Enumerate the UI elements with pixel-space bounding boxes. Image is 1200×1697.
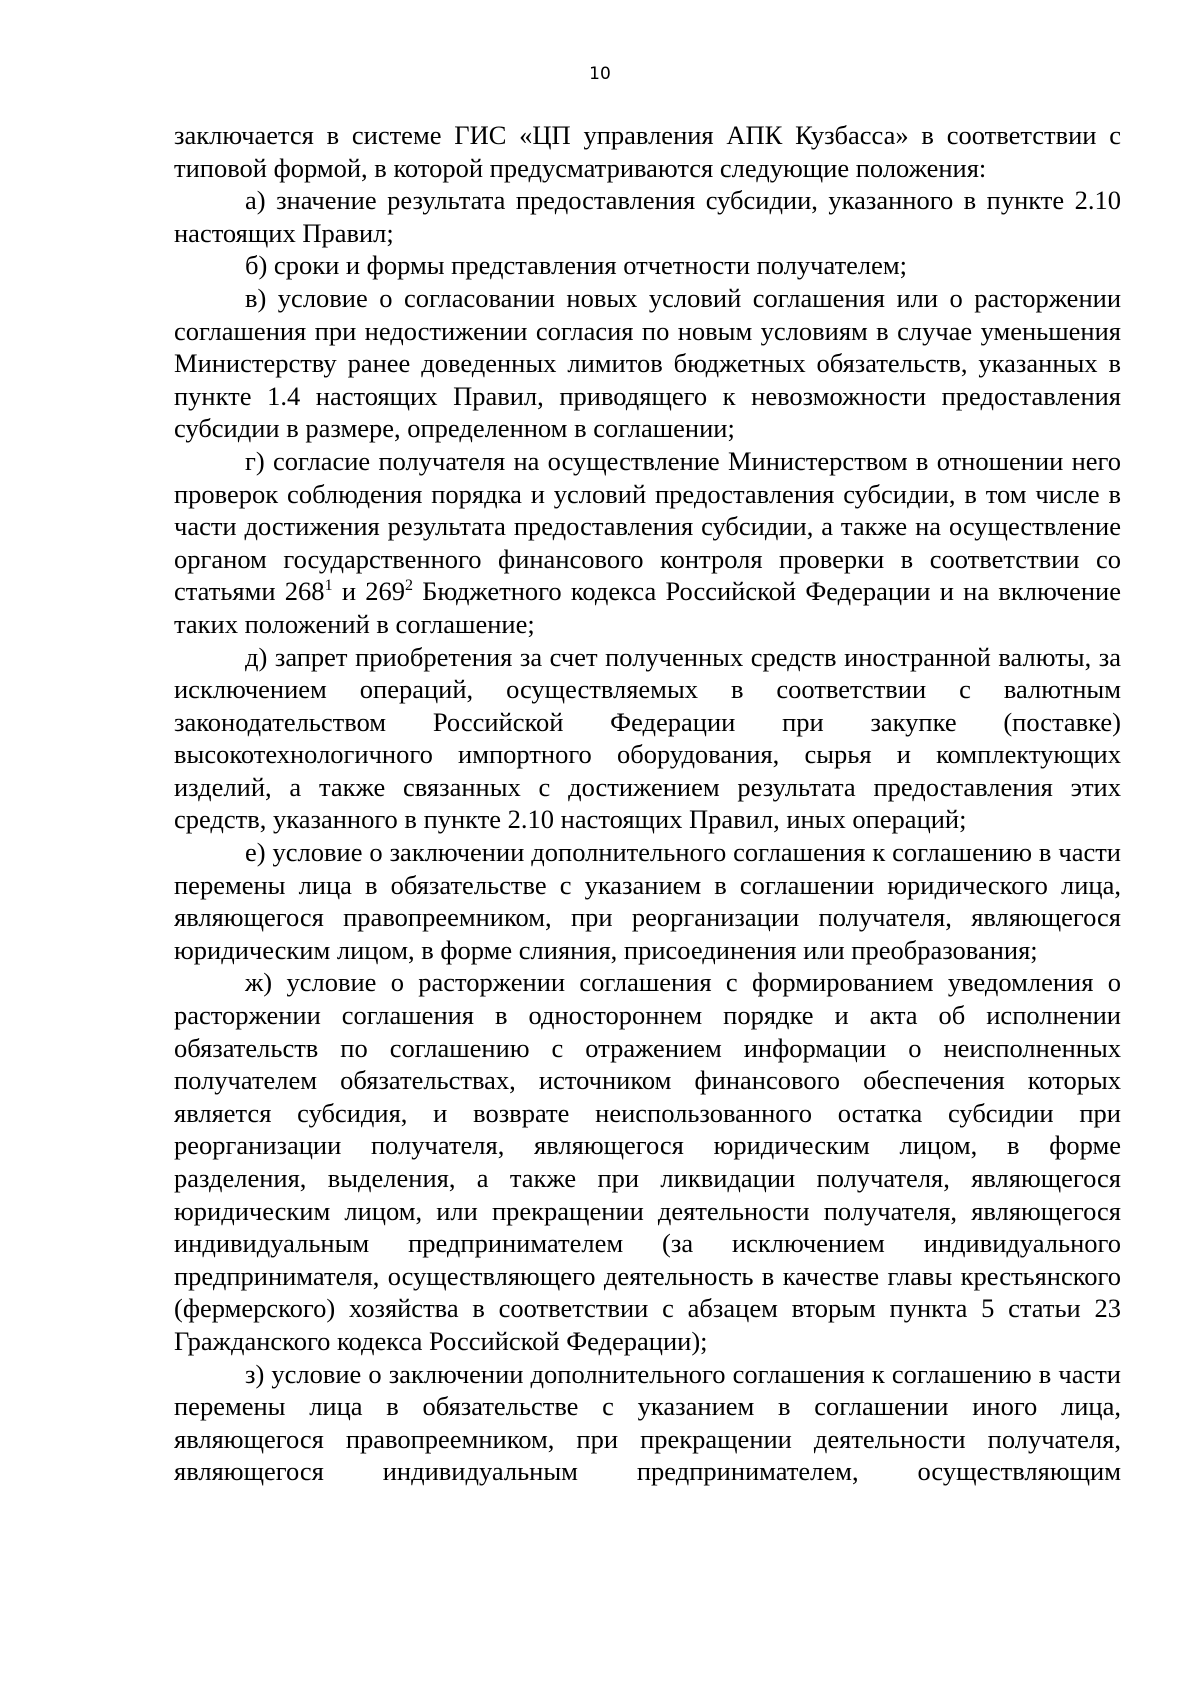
paragraph-item-zh: ж) условие о расторжении соглашения с формированием уведомления о расторжении соглашения в одностороннем порядке и акта об исполнении обязательств по соглашению с отражением информации о неисполненных получателем обязательствах, источником финансового обеспечения которых является субсидия, и возврате неиспользованного остатка субсидии при реорганизации получателя, являющегося юридическим лицом, в форме разделения, выделения, а также при ликвидации получателя, являющегося юридическим лицом, или прекращении деятельности получателя, являющегося индивидуальным предпринимателем (за исключением индивидуального предпринимателя, осуществляющего деятельность в качестве главы крестьянского (фермерского) хозяйства в соответствии с абзацем вторым пункта 5 статьи 23 Гражданского кодекса Российской Федерации);: [174, 967, 1121, 1356]
paragraph-intro: заключается в системе ГИС «ЦП управления АПК Кузбасса» в соответствии с типовой формой, в которой предусматриваются следующие положения:: [174, 120, 1121, 183]
paragraph-item-d: д) запрет приобретения за счет полученных средств иностранной валюты, за исключением операций, осуществляемых в соответствии с валютным законодательством Российской Федерации при закупке (поставке) высокотехнологичного импортного оборудования, сырья и комплектующих изделий, а также связанных с достижением результата предоставления этих средств, указанного в пункте 2.10 настоящих Правил, иных операций;: [174, 641, 1121, 835]
paragraph-item-e: е) условие о заключении дополнительного соглашения к соглашению в части перемены лица в обязательстве с указанием в соглашении юридического лица, являющегося правопреемником, при реорганизации получателя, являющегося юридическим лицом, в форме слияния, присоединения или преобразования;: [174, 837, 1121, 965]
paragraph-item-v: в) условие о согласовании новых условий соглашения или о расторжении соглашения при недостижении согласия по новым условиям в случае уменьшения Министерству ранее доведенных лимитов бюджетных обязательств, указанных в пункте 1.4 настоящих Правил, приводящего к невозможности предоставления субсидии в размере, определенном в соглашении;: [174, 282, 1121, 444]
page-number: 10: [589, 64, 611, 84]
paragraph-item-g-text-3: Бюджетного кодекса Российской Федерации и на включение таких положений в соглашение;: [174, 576, 1121, 639]
paragraph-item-b: б) сроки и формы представления отчетности получателем;: [245, 250, 908, 281]
paragraph-item-g-text-2: и 269: [332, 576, 406, 607]
superscript-2: 2: [405, 577, 414, 595]
paragraph-item-z: з) условие о заключении дополнительного соглашения к соглашению в части перемены лица в обязательстве с указанием в соглашении иного лица, являющегося правопреемником, при прекращении деятельности получателя, являющегося индивидуальным предпринимателем, осуществляющим: [174, 1358, 1121, 1487]
paragraph-item-a: а) значение результата предоставления субсидии, указанного в пункте 2.10 настоящих Правил;: [174, 185, 1121, 248]
superscript-1: 1: [324, 577, 333, 595]
document-body: [174, 119, 1121, 1488]
paragraph-item-g-text-1: г) согласие получателя на осуществление Министерством в отношении него проверок соблюдения порядка и условий предоставления субсидии, в том числе в части достижения результата предоставления субсидии, а также на осуществление органом государственного финансового контроля проверки в соответствии со статьями 268: [174, 445, 1121, 607]
paragraph-item-g: [174, 445, 1121, 641]
